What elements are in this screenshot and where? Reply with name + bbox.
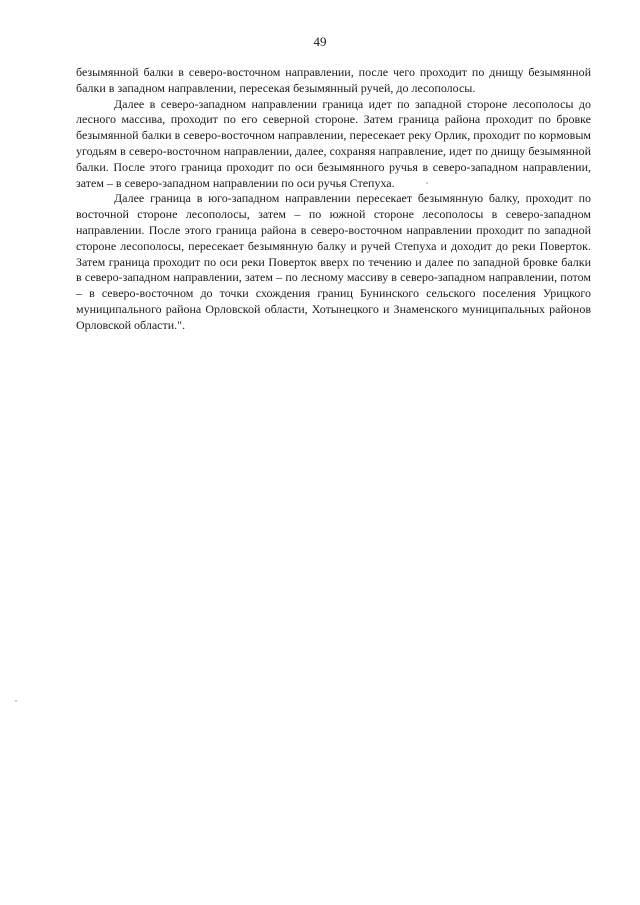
- page-number: 49: [313, 34, 327, 49]
- paragraph-southwest-boundary: Далее граница в юго-западном направлении пересекает безымянную балку, проходит по восточной стороне лесополосы, затем – по южной стороне лесополосы в северо-западном направлении. После этого граница района в северо-восточном направлении проходит по западной стороне лесополосы, пересекает безымянную балку и ручей Степуха и доходит до реки Поверток. Затем граница проходит по оси реки Поверток вверх по течению и далее по западной бровке балки в северо-западном направлении, затем – по лесному массиву в северо-западном направлении, потом – в северо-восточном до точки схождения границ Бунинского сельского поселения Урицкого муниципального района Орловской области, Хотынецкого и Знаменского муниципальных районов Орловской области.".: [76, 191, 591, 332]
- scan-speck: [426, 182, 428, 184]
- paragraph-continuation: безымянной балки в северо-восточном направлении, после чего проходит по днищу безымянной балки в западном направлении, пересекая безымянный ручей, до лесополосы.: [76, 65, 591, 95]
- scan-speck: [15, 700, 17, 702]
- document-body: [76, 65, 591, 334]
- paragraph-northwest-boundary: Далее в северо-западном направлении граница идет по западной стороне лесополосы до лесного массива, проходит по его северной стороне. Затем граница района проходит по бровке безымянной балки в северо-восточном направлении, пересекает реку Орлик, проходит по кормовым угодьям в северо-восточном направлении, далее, сохраняя направление, идет по днищу безымянной балки. После этого граница проходит по оси безымянного ручья в северо-западном направлении, затем – в северо-западном направлении по оси ручья Степуха.: [76, 96, 591, 190]
